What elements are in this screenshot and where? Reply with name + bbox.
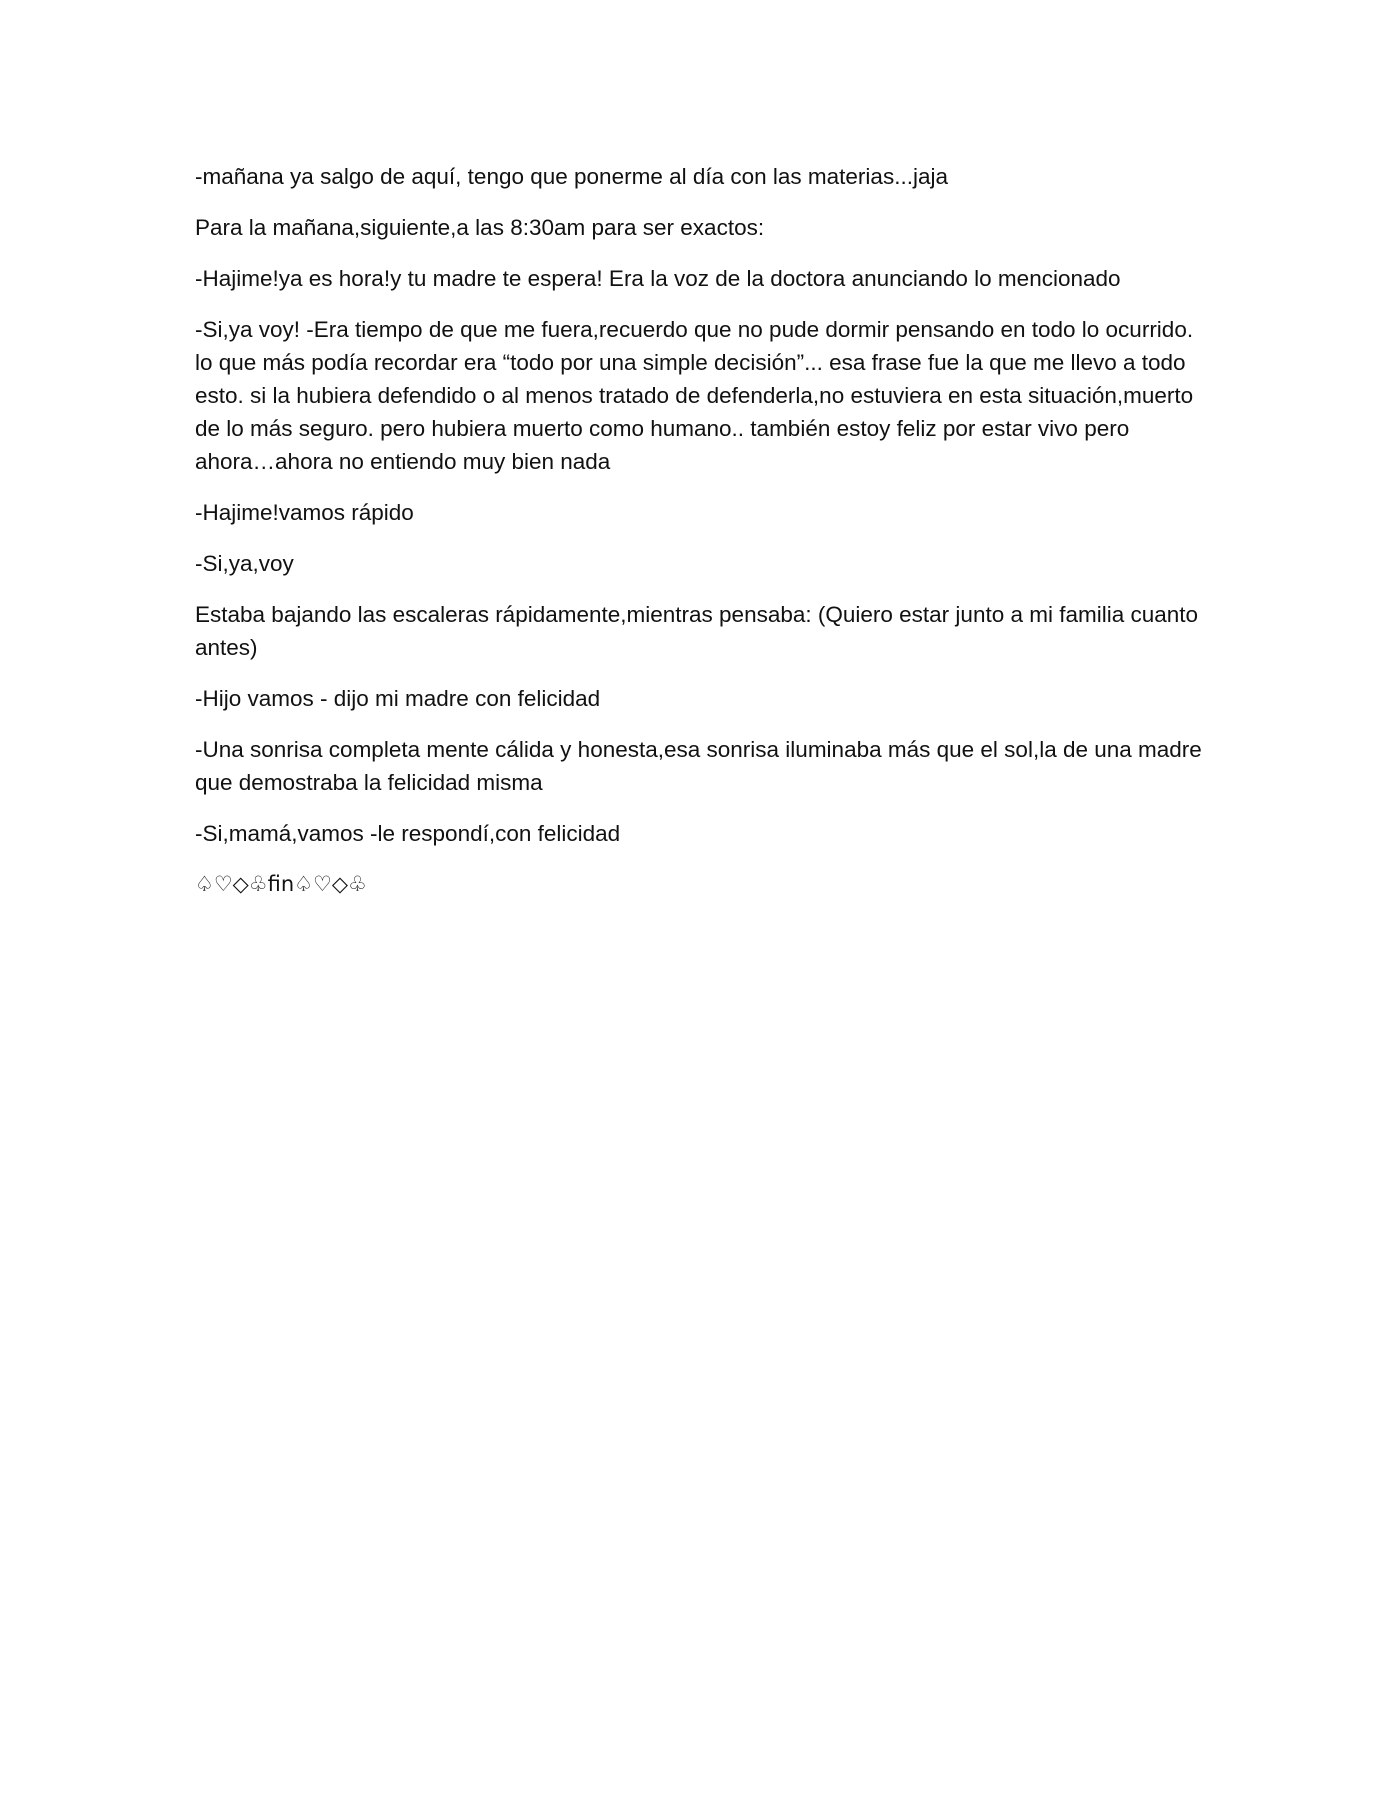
document-body [195,160,1205,919]
paragraph-3: -Hajime!ya es hora!y tu madre te espera! Era la voz de la doctora anunciando lo mencionado [195,266,1121,291]
paragraph-4: -Si,ya voy! -Era tiempo de que me fuera,recuerdo que no pude dormir pensando en todo lo ocurrido. lo que más podía recordar era “todo por una simple decisión”... esa frase fue la que me llevo a todo esto. si la hubiera defendido o al menos tratado de defenderla,no estuviera en esta situación,muerto de lo más seguro. pero hubiera muerto como humano.. también estoy feliz por estar vivo pero ahora…ahora no entiendo muy bien nada [195,317,1194,474]
paragraph-10: -Si,mamá,vamos -le respondí,con felicidad [195,821,621,846]
paragraph-1: -mañana ya salgo de aquí, tengo que ponerme al día con las materias...jaja [195,164,948,189]
paragraph-7: Estaba bajando las escaleras rápidamente,mientras pensaba: (Quiero estar junto a mi familia cuanto antes) [195,602,1199,660]
paragraph-2: Para la mañana,siguiente,a las 8:30am para ser exactos: [195,215,765,240]
paragraph-8: -Hijo vamos - dijo mi madre con felicidad [195,686,601,711]
paragraph-9: -Una sonrisa completa mente cálida y honesta,esa sonrisa iluminaba más que el sol,la de una madre que demostraba la felicidad misma [195,737,1202,795]
paragraph-6: -Si,ya,voy [195,551,294,576]
paragraph-5: -Hajime!vamos rápido [195,500,414,525]
ending-line: ♤♡◇♧fin♤♡◇♧ [195,872,367,896]
